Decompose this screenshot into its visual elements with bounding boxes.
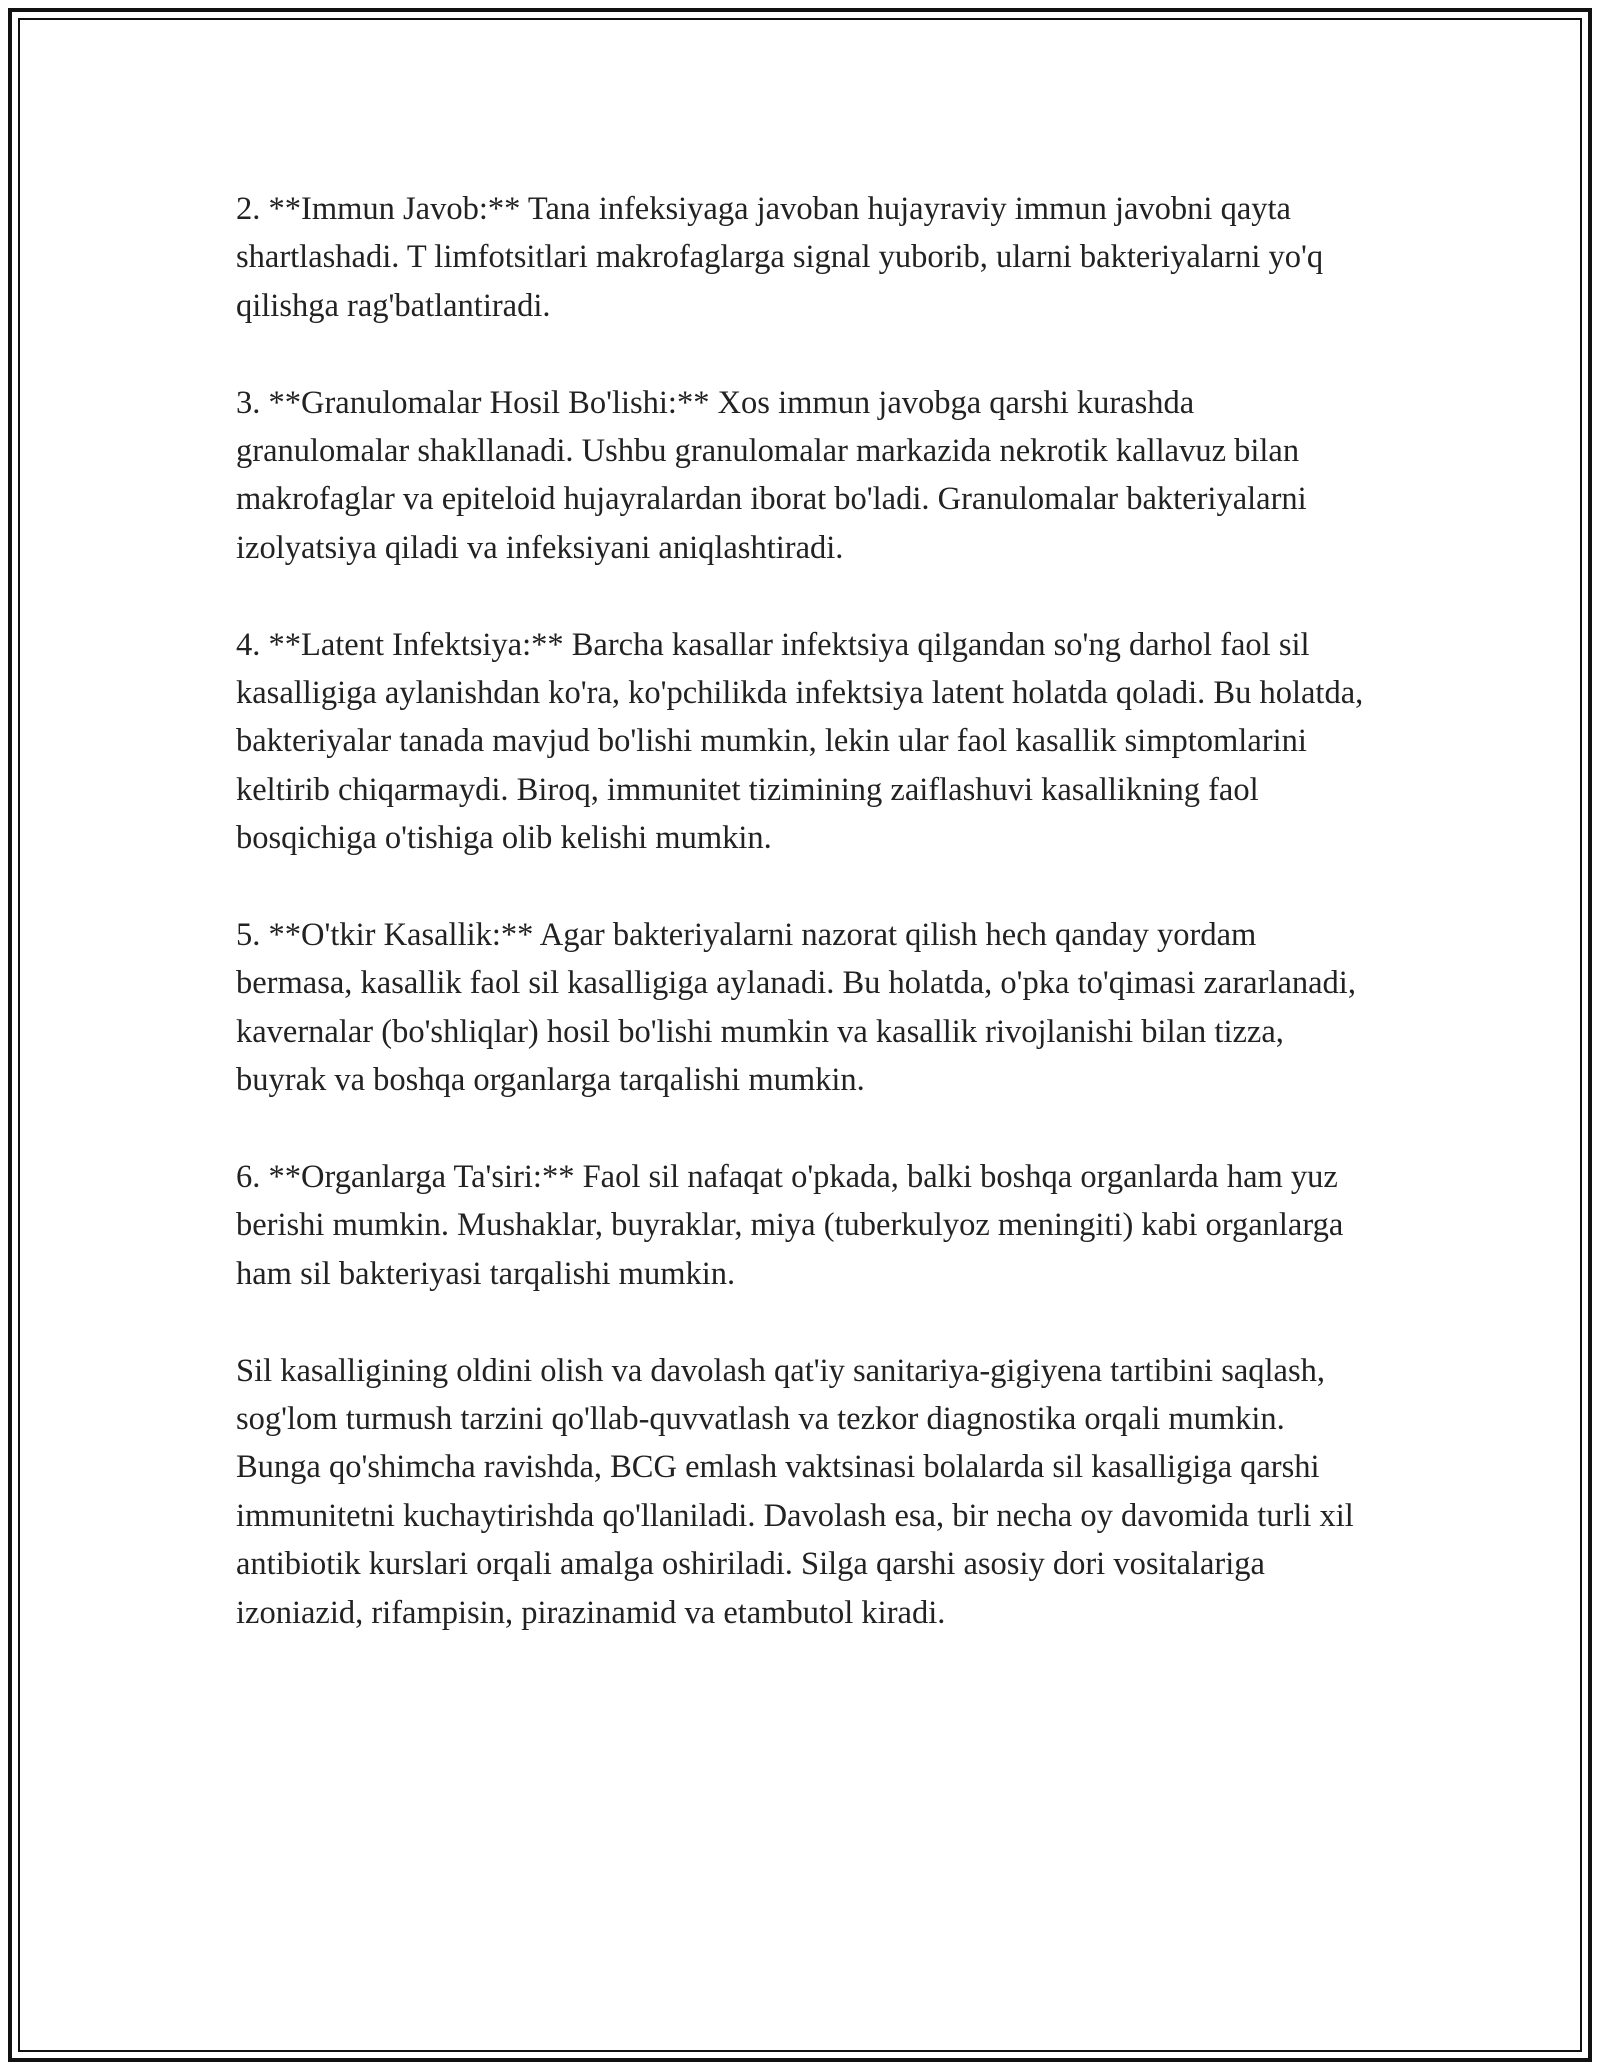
- paragraph-conclusion: Sil kasalligining oldini olish va davolash qat'iy sanitariya-gigiyena tartibini saqlash, sog'lom turmush tarzini qo'llab-quvvatlash va tezkor diagnostika orqali mumkin. Bunga qo'shimcha ravishda, BCG emlash vaktsinasi bolalarda sil kasalligiga qarshi immunitetni kuchaytirishda qo'llaniladi. Davolash esa, bir necha oy davomida turli xil antibiotik kurslari orqali amalga oshiriladi. Silga qarshi asosiy dori vositalariga izoniazid, rifampisin, pirazinamid va etambutol kiradi.: [236, 1352, 1354, 1631]
- paragraph-granulomalar: 3. **Granulomalar Hosil Bo'lishi:** Xos immun javobga qarshi kurashda granulomalar shakllanadi. Ushbu granulomalar markazida nekrotik kallavuz bilan makrofaglar va epiteloid hujayralardan iborat bo'ladi. Granulomalar bakteriyalarni izolyatsiya qiladi va infeksiyani aniqlashtiradi.: [236, 384, 1307, 566]
- paragraph-otkir-kasallik: 5. **O'tkir Kasallik:** Agar bakteriyalarni nazorat qilish hech qanday yordam bermasa, kasallik faol sil kasalligiga aylanadi. Bu holatda, o'pka to'qimasi zararlanadi, kavernalar (bo'shliqlar) hosil bo'lishi mumkin va kasallik rivojlanishi bilan tizza, buyrak va boshqa organlarga tarqalishi mumkin.: [236, 917, 1356, 1099]
- paragraph-latent-infektsiya: 4. **Latent Infektsiya:** Barcha kasallar infektsiya qilgandan so'ng darhol faol sil kasalligiga aylanishdan ko'ra, ko'pchilikda infektsiya latent holatda qoladi. Bu holatda, bakteriyalar tanada mavjud bo'lishi mumkin, lekin ular faol kasallik simptomlarini keltirib chiqarmaydi. Biroq, immunitet tizimining zaiflashuvi kasallikning faol bosqichiga o'tishiga olib kelishi mumkin.: [236, 626, 1364, 857]
- paragraph-immun-javob: 2. **Immun Javob:** Tana infeksiyaga javoban hujayraviy immun javobni qayta shartlashadi. T limfotsitlari makrofaglarga signal yuborib, ularni bakteriyalarni yo'q qilishga rag'batlantiradi.: [236, 191, 1324, 324]
- document-body: [236, 185, 1366, 1686]
- paragraph-organlarga-tasiri: 6. **Organlarga Ta'siri:** Faol sil nafaqat o'pkada, balki boshqa organlarda ham yuz berishi mumkin. Mushaklar, buyraklar, miya (tuberkulyoz meningiti) kabi organlarga ham sil bakteriyasi tarqalishi mumkin.: [236, 1159, 1344, 1292]
